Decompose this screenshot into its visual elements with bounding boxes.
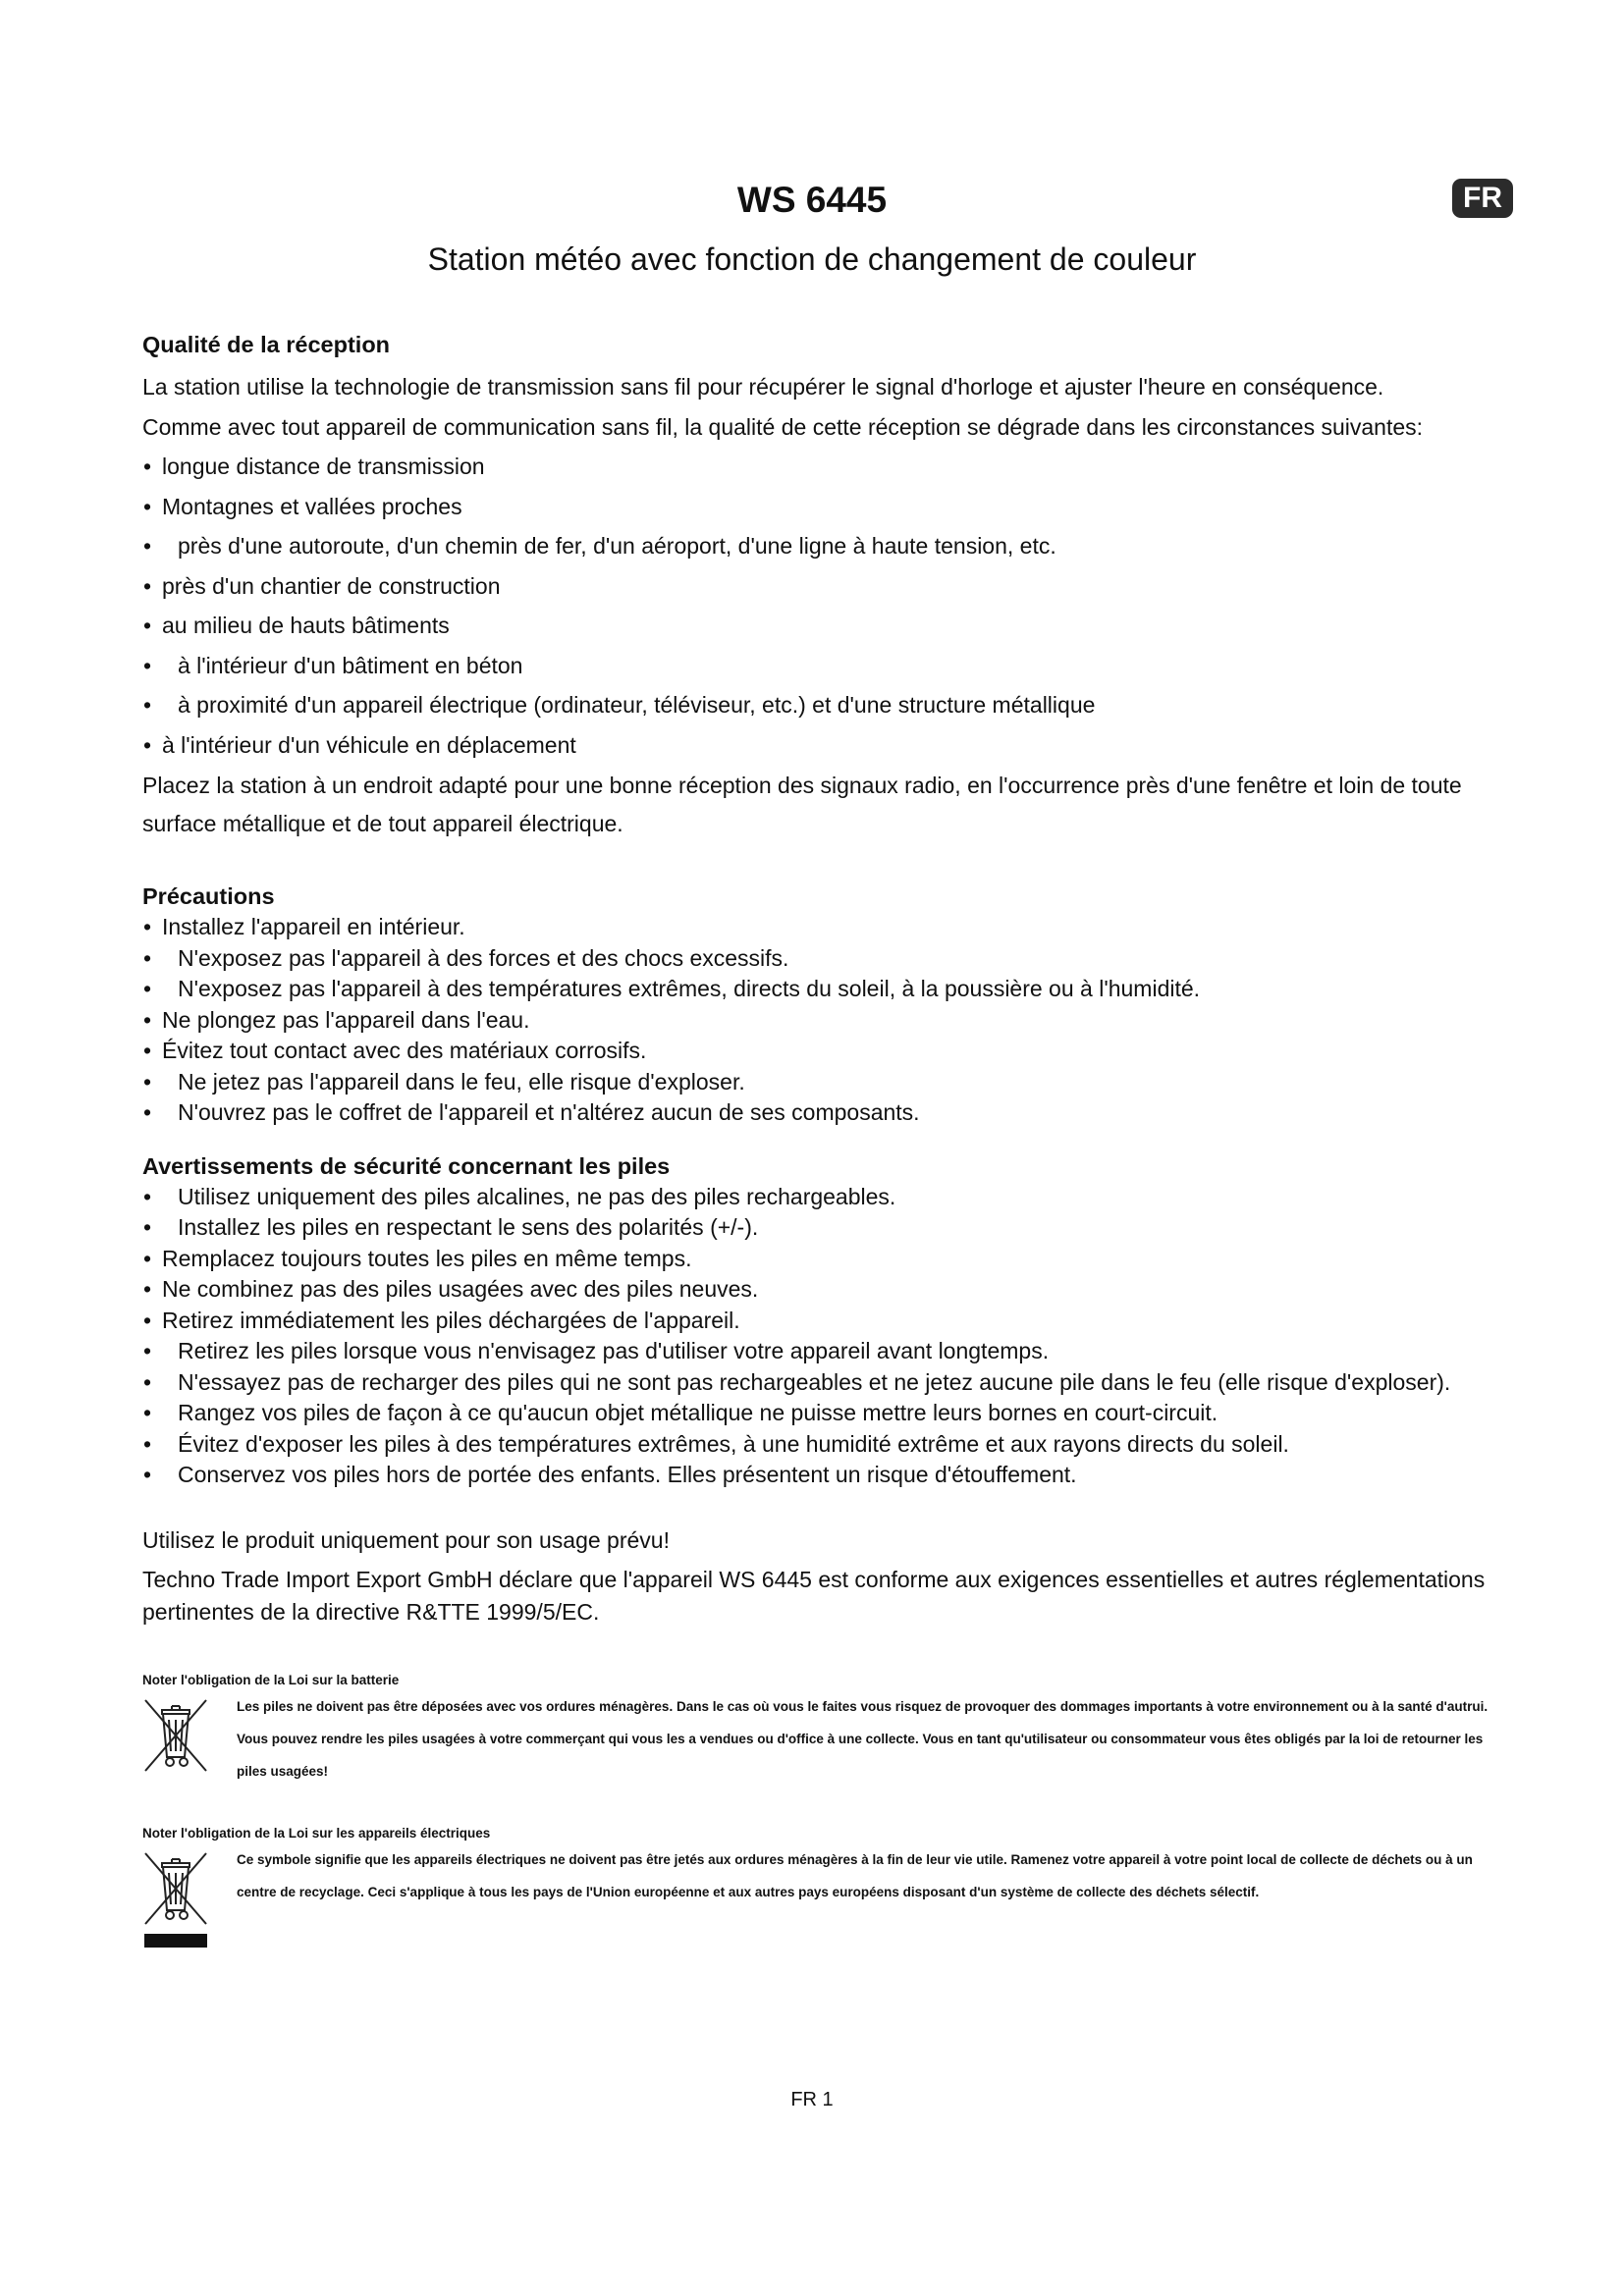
list-item: • à proximité d'un appareil électrique (ordinateur, téléviseur, etc.) et d'une structure métallique [143,692,1096,718]
list-item: • Ne plongez pas l'appareil dans l'eau. [143,1006,530,1033]
list-item: • Retirez immédiatement les piles déchargées de l'appareil. [143,1307,740,1333]
list-item: • Évitez tout contact avec des matériaux corrosifs. [143,1038,647,1063]
usage-note: Utilisez le produit uniquement pour son usage prévu! [142,1526,670,1553]
battery-warnings-section [142,1150,1517,1491]
main-content [142,326,1517,1629]
document-subtitle: Station météo avec fonction de changement de couleur [427,241,1197,277]
list-item: • Retirez les piles lorsque vous n'envisagez pas d'utiliser votre appareil avant longtemps. [143,1338,1050,1363]
list-item: • Ne jetez pas l'appareil dans le feu, elle risque d'exploser. [143,1068,745,1095]
list-item: • Utilisez uniquement des piles alcalines, ne pas des piles rechargeables. [143,1183,896,1209]
precautions-section [142,881,1517,1129]
electrical-law-title: Noter l'obligation de la Loi sur les appareils électriques [142,1826,491,1841]
list-item: • à l'intérieur d'un bâtiment en béton [143,652,523,678]
electrical-law-text: Ce symbole signifie que les appareils électriques ne doivent pas être jetés aux ordures ménagères à la fin de leur vie utile. Ramenez votre appareil à votre point local de collecte de déchets ou à un centre de recyclage. Ceci s'applique à tous les pays de l'Union européenne et aux autres pays européens disposant d'un système de collecte des déchets sélectif. [237,1852,1473,1899]
crossed-bin-icon [142,1696,209,1775]
electrical-law-block [142,1824,1497,1951]
reception-list [142,447,1517,765]
list-item: • N'essayez pas de recharger des piles qui ne sont pas rechargeables et ne jetez aucune pile dans le feu (elle risque d'exploser). [143,1368,1451,1395]
list-item: • Ne combinez pas des piles usagées avec des piles neuves. [143,1276,759,1302]
page-number: FR 1 [790,2089,834,2110]
precautions-heading: Précautions [142,883,275,909]
reception-heading: Qualité de la réception [142,332,391,357]
list-item: • N'exposez pas l'appareil à des forces et des chocs excessifs. [143,944,789,971]
list-item: • N'exposez pas l'appareil à des températures extrêmes, directs du soleil, à la poussière ou à l'humidité. [143,976,1201,1001]
list-item: • Installez les piles en respectant le sens des polarités (+/-). [143,1214,759,1240]
precautions-list [142,912,1517,1129]
list-item: • à l'intérieur d'un véhicule en déplacement [143,731,576,758]
reception-intro-2: Comme avec tout appareil de communication sans fil, la qualité de cette réception se dégrade dans les circonstances suivantes: [142,413,1424,440]
crossed-bin-with-bar-icon [142,1849,209,1951]
list-item: • N'ouvrez pas le coffret de l'appareil et n'altérez aucun de ses composants. [143,1099,920,1125]
reception-intro-1: La station utilise la technologie de transmission sans fil pour récupérer le signal d'horloge et ajuster l'heure en conséquence. [142,374,1384,400]
usage-section [142,1522,1517,1629]
document-title: WS 6445 [736,180,888,220]
language-badge: FR [1452,179,1513,218]
list-item: • Conservez vos piles hors de portée des enfants. Elles présentent un risque d'étouffement. [143,1462,1077,1487]
list-item: • Installez l'appareil en intérieur. [143,914,465,939]
conformity-declaration: Techno Trade Import Export GmbH déclare que l'appareil WS 6445 est conforme aux exigences essentielles et autres réglementations pertinentes de la directive R&TTE 1999/5/EC. [142,1566,1486,1625]
list-item: • près d'une autoroute, d'un chemin de fer, d'un aéroport, d'une ligne à haute tension, etc. [143,533,1056,559]
list-item: • Évitez d'exposer les piles à des températures extrêmes, à une humidité extrême et aux rayons directs du soleil. [143,1430,1289,1457]
reception-placement: Placez la station à un endroit adapté pour une bonne réception des signaux radio, en l'occurrence près d'une fenêtre et loin de toute surface métallique et de tout appareil électrique. [142,773,1462,836]
list-item: • au milieu de hauts bâtiments [143,613,450,638]
battery-law-block [142,1671,1497,1788]
list-item: • Remplacez toujours toutes les piles en même temps. [143,1245,692,1271]
battery-law-text: Les piles ne doivent pas être déposées avec vos ordures ménagères. Dans le cas où vous le faites vous risquez de provoquer des dommages importants à votre environnement ou à la santé d'autrui. Vous pouvez rendre les piles usagées à votre commerçant qui vous les a vendues ou d'office à une collecte. Vous en tant qu'utilisateur ou consommateur vous êtes obligés par la loi de retourner les piles usagées! [237,1699,1489,1779]
battery-warnings-list [142,1182,1517,1491]
list-item: • longue distance de transmission [143,454,485,479]
list-item: • Rangez vos piles de façon à ce qu'aucun objet métallique ne puisse mettre leurs bornes en court-circuit. [143,1400,1218,1425]
list-item: • Montagnes et vallées proches [143,493,462,519]
battery-warnings-heading: Avertissements de sécurité concernant les piles [142,1152,671,1179]
reception-section [142,326,1517,843]
battery-law-title: Noter l'obligation de la Loi sur la batterie [142,1673,400,1687]
list-item: • près d'un chantier de construction [143,572,501,599]
